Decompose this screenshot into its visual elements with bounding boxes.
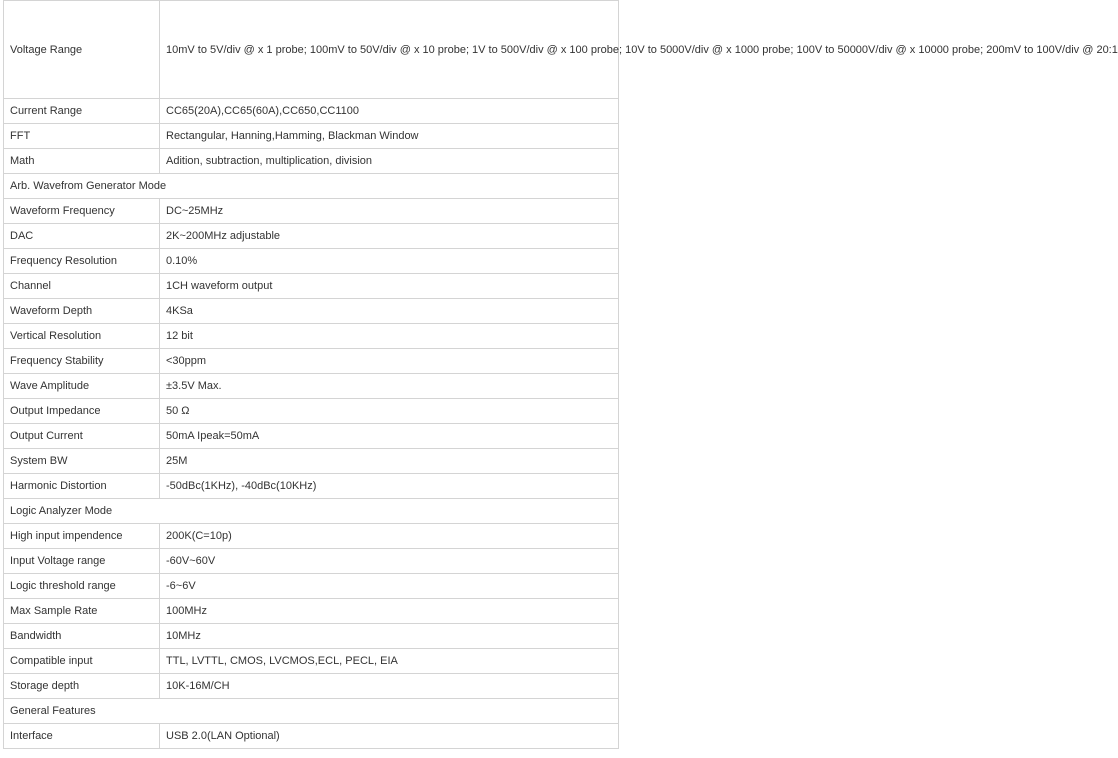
spec-row — [4, 374, 619, 399]
spec-label: Compatible input — [4, 649, 160, 674]
spec-value: -6~6V — [160, 574, 619, 599]
spec-value: -50dBc(1KHz), -40dBc(10KHz) — [160, 474, 619, 499]
spec-row — [4, 124, 619, 149]
spec-value: 2K~200MHz adjustable — [160, 224, 619, 249]
spec-row — [4, 599, 619, 624]
spec-value: 50 Ω — [160, 399, 619, 424]
spec-row — [4, 324, 619, 349]
spec-row — [4, 574, 619, 599]
spec-value: Rectangular, Hanning,Hamming, Blackman Window — [160, 124, 619, 149]
spec-value: ±3.5V Max. — [160, 374, 619, 399]
section-header: General Features — [4, 699, 619, 724]
spec-value: TTL, LVTTL, CMOS, LVCMOS,ECL, PECL, EIA — [160, 649, 619, 674]
spec-label: Frequency Resolution — [4, 249, 160, 274]
spec-value: USB 2.0(LAN Optional) — [160, 724, 619, 749]
section-header: Logic Analyzer Mode — [4, 499, 619, 524]
spec-row — [4, 624, 619, 649]
spec-value: <30ppm — [160, 349, 619, 374]
section-header-row — [4, 699, 619, 724]
spec-value: 4KSa — [160, 299, 619, 324]
spec-row — [4, 249, 619, 274]
section-header: Arb. Wavefrom Generator Mode — [4, 174, 619, 199]
spec-label: Current Range — [4, 99, 160, 124]
spec-label: DAC — [4, 224, 160, 249]
spec-row — [4, 224, 619, 249]
spec-row — [4, 424, 619, 449]
spec-label: FFT — [4, 124, 160, 149]
spec-value: CC65(20A),CC65(60A),CC650,CC1100 — [160, 99, 619, 124]
spec-label: Frequency Stability — [4, 349, 160, 374]
spec-label: Input Voltage range — [4, 549, 160, 574]
spec-row — [4, 299, 619, 324]
spec-row — [4, 149, 619, 174]
spec-label: High input impendence — [4, 524, 160, 549]
section-header-row — [4, 499, 619, 524]
spec-value: 0.10% — [160, 249, 619, 274]
spec-label: Harmonic Distortion — [4, 474, 160, 499]
spec-label: Output Impedance — [4, 399, 160, 424]
spec-label: Max Sample Rate — [4, 599, 160, 624]
spec-row — [4, 199, 619, 224]
spec-value: 100MHz — [160, 599, 619, 624]
section-header-row — [4, 174, 619, 199]
spec-label: Output Current — [4, 424, 160, 449]
spec-row — [4, 649, 619, 674]
spec-value: 200K(C=10p) — [160, 524, 619, 549]
spec-table-body — [4, 1, 1118, 749]
spec-row — [4, 349, 619, 374]
spec-label: Waveform Depth — [4, 299, 160, 324]
spec-row — [4, 724, 619, 749]
spec-label: Channel — [4, 274, 160, 299]
spec-label: Storage depth — [4, 674, 160, 699]
spec-label: Wave Amplitude — [4, 374, 160, 399]
spec-row — [4, 449, 619, 474]
spec-value: 50mA Ipeak=50mA — [160, 424, 619, 449]
spec-value: 1CH waveform output — [160, 274, 619, 299]
spec-value: 25M — [160, 449, 619, 474]
spec-value: 12 bit — [160, 324, 619, 349]
spec-row — [4, 549, 619, 574]
spec-value: -60V~60V — [160, 549, 619, 574]
spec-label: Interface — [4, 724, 160, 749]
spec-row — [4, 399, 619, 424]
spec-row — [4, 474, 619, 499]
spec-value: 10MHz — [160, 624, 619, 649]
spec-label: System BW — [4, 449, 160, 474]
spec-label: Logic threshold range — [4, 574, 160, 599]
spec-label: Math — [4, 149, 160, 174]
spec-row — [4, 99, 619, 124]
spec-row — [4, 274, 619, 299]
spec-label: Waveform Frequency — [4, 199, 160, 224]
spec-label: Vertical Resolution — [4, 324, 160, 349]
spec-value: Adition, subtraction, multiplication, division — [160, 149, 619, 174]
spec-table — [3, 0, 1118, 749]
spec-value: 10K-16M/CH — [160, 674, 619, 699]
spec-row — [4, 674, 619, 699]
spec-row — [4, 1, 619, 99]
spec-value: DC~25MHz — [160, 199, 619, 224]
spec-label: Voltage Range — [4, 1, 160, 99]
spec-row — [4, 524, 619, 549]
spec-value: 10mV to 5V/div @ x 1 probe; 100mV to 50V/div @ x 10 probe; 1V to 500V/div @ x 100 probe; 10V to 5000V/div @ x 1000 probe; 100V to 50000V/div @ x 10000 probe; 200mV to 100V/div @ 20:1 — [160, 1, 619, 99]
spec-label: Bandwidth — [4, 624, 160, 649]
